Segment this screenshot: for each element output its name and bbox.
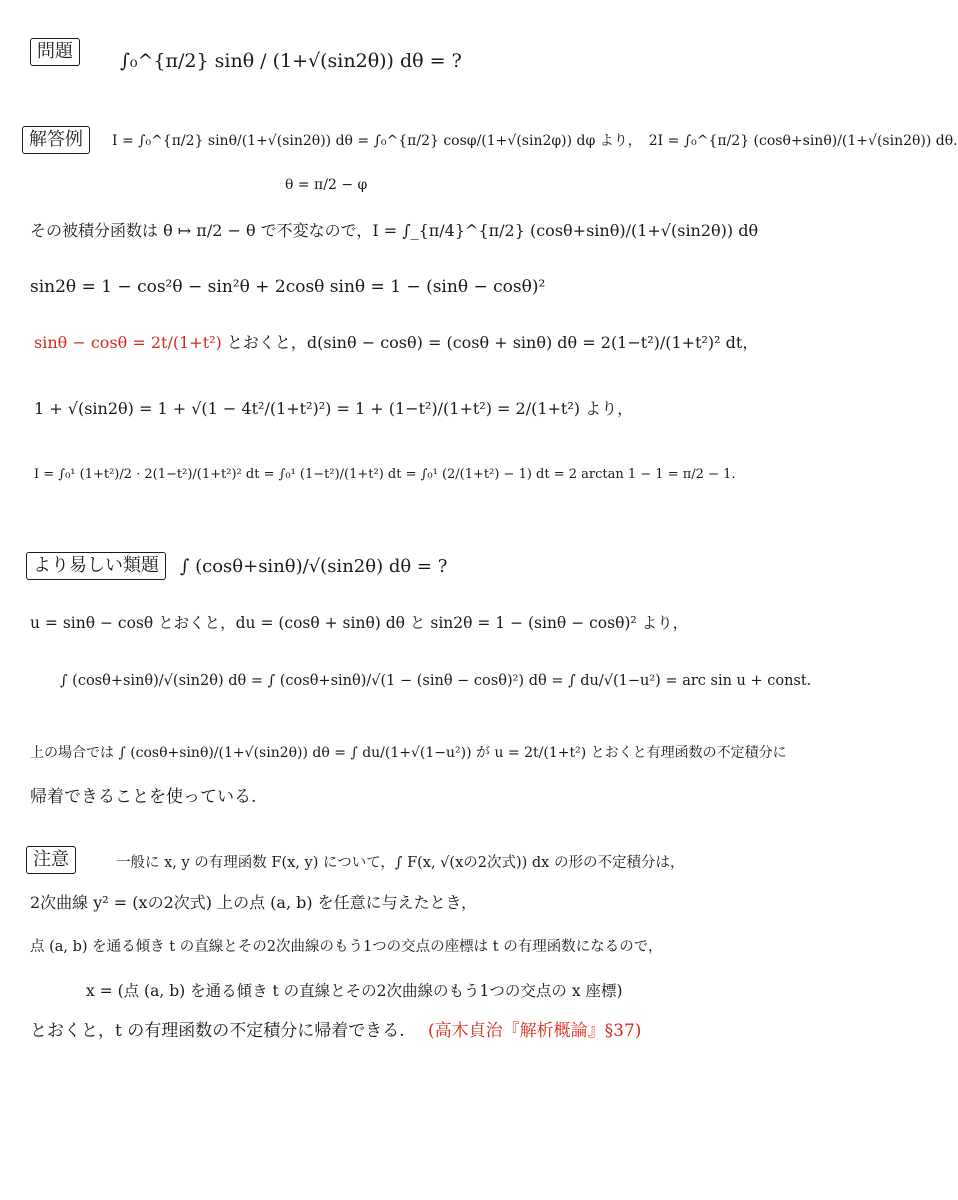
easier-line-4: 帰着できることを使っている. [30,787,257,807]
easier-equation: ∫ (cosθ+sinθ)/√(sin2θ) dθ = ? [180,556,448,577]
easier-label: より易しい類題 [26,552,166,580]
solution-label: 解答例 [22,126,90,154]
solution-line-4-rest: とおくと，d(sinθ − cosθ) = (cosθ + sinθ) dθ = 2(1−t²)/(1+t²)² dt， [221,333,759,352]
easier-line-1: u = sinθ − cosθ とおくと，du = (cosθ + sinθ) dθ と sin2θ = 1 − (sinθ − cosθ)² より， [30,614,689,632]
note-label: 注意 [26,846,76,874]
solution-line-6: I = ∫₀¹ (1+t²)/2 · 2(1−t²)/(1+t²)² dt = ∫₀¹ (1−t²)/(1+t²) dt = ∫₀¹ (2/(1+t²) − 1) dt = 2 arctan 1 − 1 = π/2 − 1. [34,467,736,482]
citation: (高木貞治『解析概論』§37) [428,1021,642,1041]
substitution-note: θ = π/2 − φ [285,177,368,193]
solution-line-3: sin2θ = 1 − cos²θ − sin²θ + 2cosθ sinθ = 1 − (sinθ − cosθ)² [30,277,546,297]
note-line-4: x = (点 (a, b) を通る傾き t の直線とその2次曲線のもう1つの交点の x 座標) [86,982,623,1000]
note-line-5-text: とおくと，t の有理函数の不定積分に帰着できる. [30,1021,405,1041]
note-line-1: 一般に x, y の有理函数 F(x, y) について，∫ F(x, √(xの2次式)) dx の形の不定積分は， [116,855,685,871]
note-line-3: 点 (a, b) を通る傾き t の直線とその2次曲線のもう1つの交点の座標は t の有理函数になるので， [30,939,663,955]
easier-line-3: 上の場合では ∫ (cosθ+sinθ)/(1+√(sin2θ)) dθ = ∫ du/(1+√(1−u²)) が u = 2t/(1+t²) とおくと有理函数の不定積分に [30,745,787,761]
easier-line-2: ∫ (cosθ+sinθ)/√(sin2θ) dθ = ∫ (cosθ+sinθ)/√(1 − (sinθ − cosθ)²) dθ = ∫ du/√(1−u²) = arc sin u + const. [60,673,812,689]
substitution-red: sinθ − cosθ = 2t/(1+t²) [34,333,222,352]
solution-line-2: その被積分函数は θ ↦ π/2 − θ で不変なので，I = ∫_{π/4}^{π/2} (cosθ+sinθ)/(1+√(sin2θ)) dθ [30,221,759,240]
problem-equation: ∫₀^{π/2} sinθ / (1+√(sin2θ)) dθ = ? [120,50,462,72]
solution-line-1: I = ∫₀^{π/2} sinθ/(1+√(sin2θ)) dθ = ∫₀^{π/2} cosφ/(1+√(sin2φ)) dφ より， 2I = ∫₀^{π/2} (cosθ+sinθ)/(1+√(sin2θ)) dθ. [112,133,958,149]
note-line-5 [30,1018,641,1044]
solution-line-4 [34,330,758,356]
problem-label: 問題 [30,38,80,66]
note-line-2: 2次曲線 y² = (xの2次式) 上の点 (a, b) を任意に与えたとき， [30,893,478,912]
solution-line-5: 1 + √(sin2θ) = 1 + √(1 − 4t²/(1+t²)²) = 1 + (1−t²)/(1+t²) = 2/(1+t²) より， [34,399,634,418]
